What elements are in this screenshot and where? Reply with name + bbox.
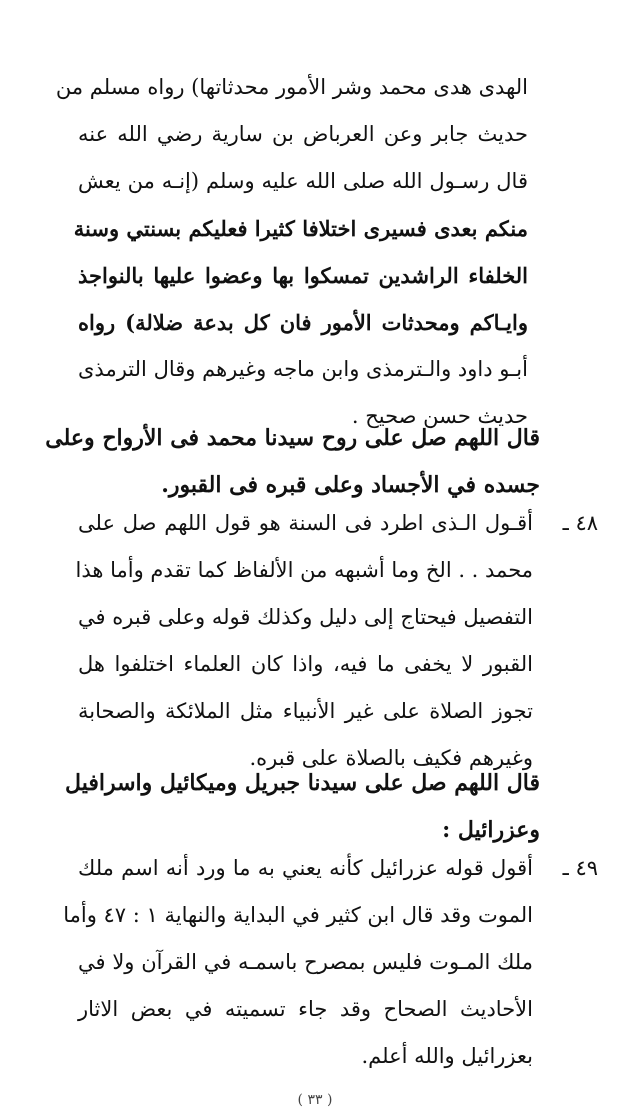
text-line: بعزرائيل والله أعلم. — [361, 1044, 533, 1068]
text-line: منكم بعدى فسيرى اختلافا كثيرا فعليكم بسنتي وسنة — [73, 216, 528, 241]
text-line: الهدى هدى محمد وشر الأمور محدثاتها) رواه مسلم من — [55, 75, 528, 99]
text-line: أبـو داود والـترمذى وابن ماجه وغيرهم وقال الترمذى — [78, 357, 528, 381]
text-line: تجوز الصلاة على غير الأنبياء مثل الملائكة والصحابة — [78, 699, 533, 723]
page-number: ( ٣٣ ) — [297, 1092, 333, 1108]
text-line: القبور لا يخفى ما فيه، واذا كان العلماء اختلفوا هل — [78, 652, 533, 676]
text-line: وعزرائيل : — [442, 817, 540, 843]
heading-salawat-ruh — [45, 415, 540, 509]
text-line: حديث حسن صحيح . — [351, 404, 528, 428]
paragraph-item-48 — [75, 500, 533, 782]
text-line: الموت وقد قال ابن كثير في البداية والنهاية ١ : ٤٧ وأما — [63, 903, 533, 927]
paragraph-item-49 — [63, 845, 533, 1080]
text-line: ملك المـوت فليس بمصرح باسمـه في القرآن ولا في — [78, 950, 533, 974]
text-line: وايـاكم ومحدثات الأمور فان كل بدعة ضلالة) رواه — [78, 310, 528, 335]
text-line: أقـول الـذى اطرد فى السنة هو قول اللهم صل على — [78, 511, 533, 535]
item-number-48: ٤٨ ـ — [562, 511, 598, 535]
text-line: محمد . . الخ وما أشبهه من الألفاظ كما تقدم وأما هذا — [75, 558, 533, 582]
text-line: التفصيل فيحتاج إلى دليل وكذلك قوله وعلى قبره في — [78, 605, 533, 629]
item-number-49: ٤٩ ـ — [562, 856, 598, 880]
paragraph-hadith — [55, 64, 528, 440]
text-line: أقول قوله عزرائيل كأنه يعني به ما ورد أنه اسم ملك — [78, 856, 533, 880]
text-line: وغيرهم فكيف بالصلاة على قبره. — [249, 746, 533, 770]
text-line: الأحاديث الصحاح وقد جاء تسميته في بعض الاثار — [78, 997, 533, 1021]
text-line: قال اللهم صل على سيدنا جبريل وميكائيل واسرافيل — [65, 770, 540, 796]
text-line: جسده في الأجساد وعلى قبره فى القبور. — [161, 472, 540, 498]
heading-salawat-angels — [65, 760, 540, 854]
text-line: قال اللهم صل على روح سيدنا محمد فى الأرواح وعلى — [45, 425, 540, 451]
text-line: قال رسـول الله صلى الله عليه وسلم (إنـه من يعش — [78, 169, 528, 193]
text-line: الخلفاء الراشدين تمسكوا بها وعضوا عليها بالنواجذ — [78, 263, 528, 288]
text-line: حديث جابر وعن العرباض بن سارية رضي الله عنه — [78, 122, 528, 146]
